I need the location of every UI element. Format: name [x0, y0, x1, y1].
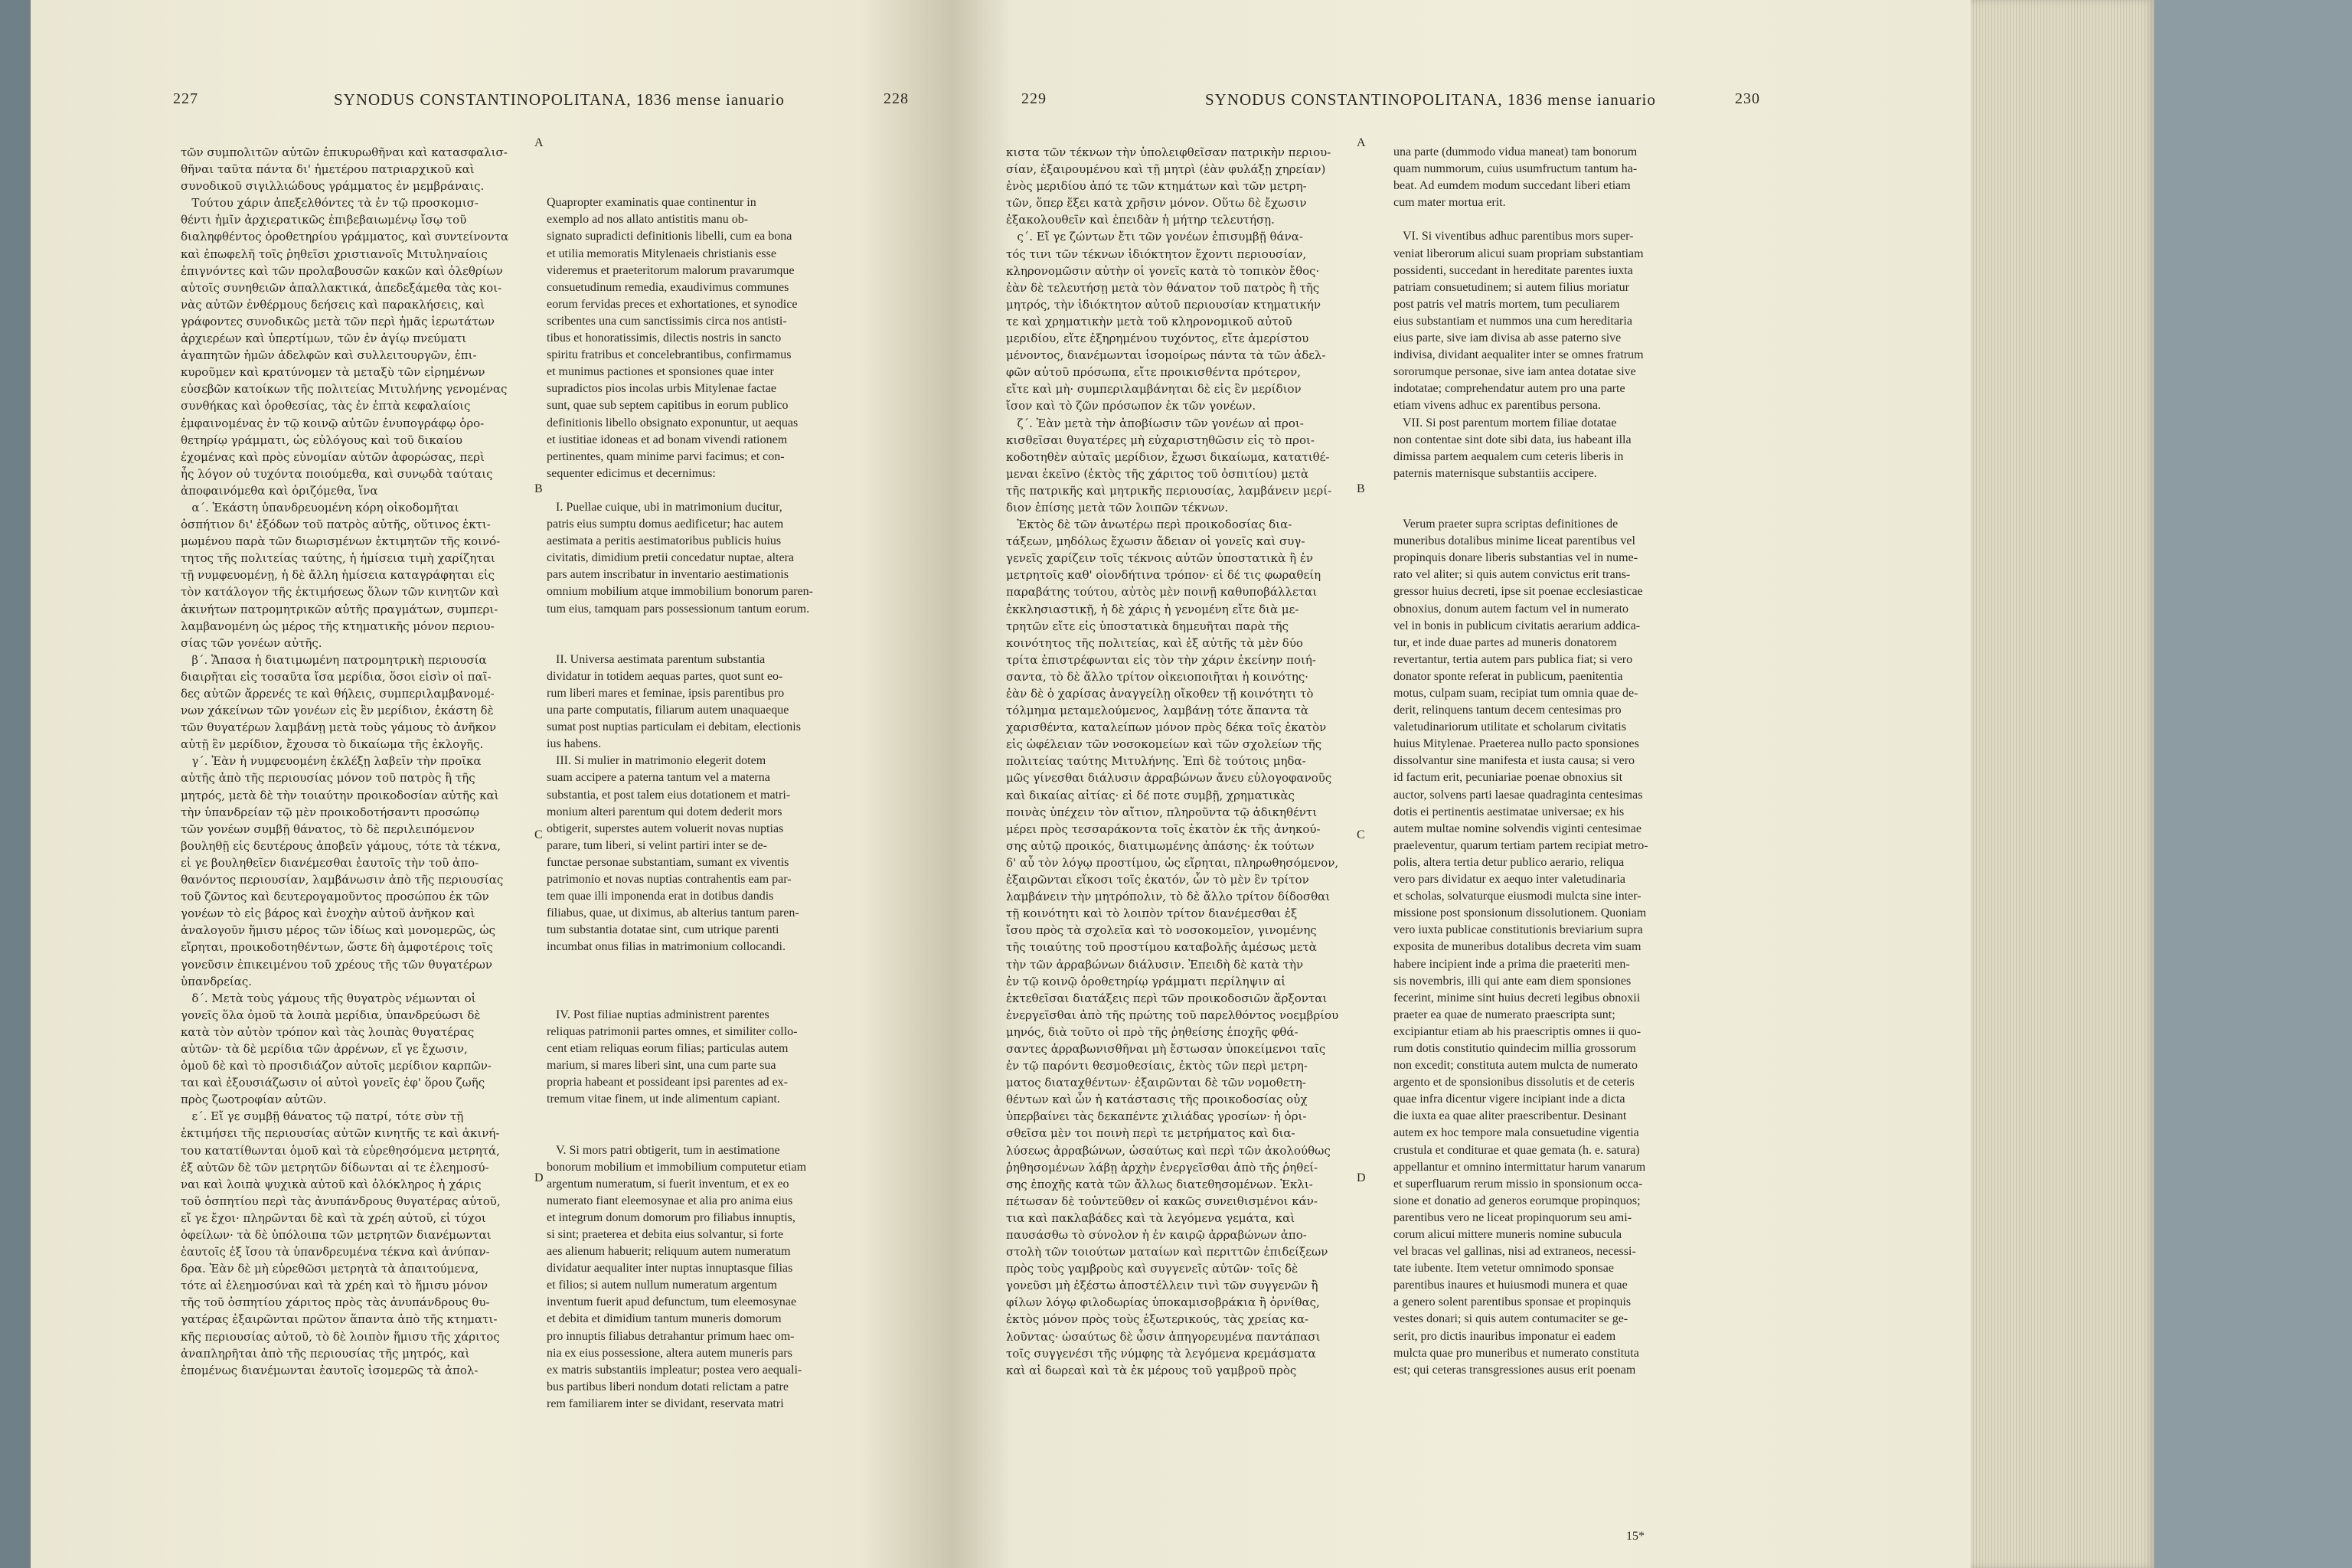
page-number-228: 228	[884, 90, 909, 107]
left-page-header	[31, 90, 952, 121]
latin-column: Quapropter examinatis quae continentur in exemplo ad nos allato antistitis manu ob- signato supradicti definitionis libelli, cum ea bona et utilia memoratis Mitylenaeis christianis esse videremus et praeteritorum malorum pravarumque consuetudinum remedia, exaudivimus communes eorum fervidas preces et exhortationes, et synodice scribentes una cum sanctissimis circa nos antisti- tibus et honoratissimis, dilectis nostris in sancto spiritu fratribus et concelebrantibus, confirmamus et munimus pactiones et sponsiones quae inter supradictos pios incolas urbis Mitylenae factae sunt, quae sub septem capitibus in eorum publico definitionis libello obsignato exponuntur, ut aequas et iustitiae idoneas et ad bonam vivendi rationem pertinentes, quam minime parvi facimus; et con- sequenter edicimus et decernimus: I. Puellae cuique, ubi in matrimonium ducitur, patris eius sumptu domus aedificetur; hac autem aestimata a peritis aestimatoribus publicis huius civitatis, dimidium pretii concedatur nuptae, altera pars autem inscribatur in inventario aestimationis omnium mobilium atque immobilium bonorum paren- tum eius, tamquam pars possessionum tantum eorum. II. Universa aestimata parentum substantia dividatur in totidem aequas partes, quot sunt eo- rum liberi mares et feminae, ipsis parentibus pro una parte computatis, filiarum autem unaquaeque sumat post nuptias particulam ei debitam, electionis ius habens. III. Si mulier in matrimonio elegerit dotem suam accipere a paterna tantum vel a materna substantia, et post talem eius dotationem et matri- monium alteri parentum qui dotem dederit mors obtigerit, superstes autem voluerit novas nuptias parare, tum liberi, si velint partiri inter se de- functae personae substantiam, sumant ex viventis patrimonio et novas nuptias contrahentis eam par- tem quae illi imponenda erat in dotibus dandis filiabus, quae, ut diximus, ab alterius tantum paren- tum substantia dotatae sint, cum utrique parenti incumbat onus filias in matrimonium collocandi. IV. Post filiae nuptias administrent parentes reliquas patrimonii partes omnes, et similiter collo- cent etiam reliquas eorum filias; particulas autem marium, si mares liberi sint, una cum parte sua propria habeant et possideant ipsi parentes ad ex- tremum vitae finem, ut inde alimentum capiant. V. Si mors patri obtigerit, tum in aestimatione bonorum mobilium et immobilium computetur etiam argentum numeratum, si fuerit inventum, et ex eo numerato fiant eleemosynae et alia pro anima eius et integrum donum domorum pro filiabus innuptis, si sint; praeterea et debita eius solvantur, si forte aes alienum habuerit; reliquum autem numeratum dividatur aequaliter inter nuptas innuptasque filias et filios; si autem nullum numeratum argentum inventum fuerit apud defunctum, tum eleemosynae et debita et dimidium tantum muneris domorum pro innuptis filiabus detrahantur primum haec om- nia ex eius possessione, altera autem muneris pars ex matris substantiis impleatur; postea vero aequali- bus partibus liberi nondum dotati relictam a patre rem familiarem inter se dividant, reservata matri	[547, 196, 813, 1410]
greek-column: κιστα τῶν τέκνων τὴν ὑπολειφθεῖσαν πατρικὴν περιου- σίαν, ἐξαιρουμένου καὶ τῇ μητρὶ (ἐὰν φυλάξῃ χηρείαν) ἑνὸς μεριδίου ἀπό τε τῶν κτημάτων καὶ τῶν μετρη- τῶν, ὅπερ ἕξει κατὰ χρῆσιν μόνον. Οὕτω δὲ ἔχωσιν ἐξακολουθεῖν καὶ ἐπειδὰν ἡ μήτηρ τελευτήσῃ. ς΄. Εἴ γε ζώντων ἔτι τῶν γονέων ἐπισυμβῇ θάνα- τός τινι τῶν τέκνων ἰδιόκτητον ἔχοντι περιουσίαν, κληρονομῶσιν αὐτὴν οἱ γονεῖς κατὰ τὸ τοπικὸν ἔθος· ἐὰν δὲ τελευτήσῃ μετὰ τὸν θάνατον τοῦ πατρὸς ἢ τῆς μητρός, τὴν ἰδιόκτητον αὐτοῦ περιουσίαν κτηματικήν τε καὶ χρηματικὴν μετὰ τοῦ κληρονομικοῦ αὐτοῦ μεριδίου, εἴτε ἐξηρημένου τυχόντος, εἴτε ἀμερίστου μένοντος, διανέμωνται ἰσομοίρως πάντα τὰ τῶν ἀδελ- φῶν αὐτοῦ πρόσωπα, εἴτε προικισθέντα πρότερον, εἴτε καὶ μὴ· συμπεριλαμβάνηται δὲ εἰς ἓν μερίδιον ἴσον καὶ τὸ ζῶν πρόσωπον ἐκ τῶν γονέων. ζ΄. Ἐὰν μετὰ τὴν ἀποβίωσιν τῶν γονέων αἱ προι- κισθεῖσαι θυγατέρες μὴ εὐχαριστηθῶσιν εἰς τὸ προι- κοδοτηθὲν αὐταῖς μερίδιον, ἔχωσι δικαίωμα, κατατιθέ- μεναι ἐκεῖνο (ἐκτὸς τῆς χάριτος τοῦ ὀσπιτίου) μετὰ τῆς πατρικῆς καὶ μητρικῆς περιουσίας, λαμβάνειν μερί- διον ἐπίσης μετὰ τῶν λοιπῶν τέκνων. Ἐκτὸς δὲ τῶν ἀνωτέρω περὶ προικοδοσίας δια- τάξεων, μηδόλως ἔχωσιν ἄδειαν οἱ γονεῖς καὶ συγ- γενεῖς χαρίζειν τοῖς τέκνοις αὐτῶν ὑποστατικὰ ἢ ἐν μετρητοῖς καθ' οἱονδήτινα τρόπον· εἰ δέ τις φωραθείη παραβάτης τούτου, αὐτὸς μὲν ποινῇ καθυποβάλλεται ἐκκλησιαστικῇ, ἡ δὲ χάρις ἡ γενομένη εἴτε διὰ με- τρητῶν εἴτε εἰς ὑποστατικὰ δημευῆται παρὰ τῆς κοινότητος τῆς πολιτείας, καὶ ἐξ αὐτῆς τὰ μὲν δύο τρίτα ἐπιστρέφωνται εἰς τὸν τὴν χάριν ἐκείνην ποιή- σαντα, τὸ δὲ ἄλλο τρίτον οἰκειοποιῆται ἡ κοινότης· ἐὰν δὲ ὁ χαρίσας ἀναγγείλῃ οἴκοθεν τῇ κοινότητι τὸ τόλμημα μεταμελούμενος, λαμβάνῃ τότε ἅπαντα τὰ χαρισθέντα, καταλείπων μόνον πρὸς δέκα τοῖς ἑκατὸν εἰς ὠφέλειαν τῶν νοσοκομείων καὶ τῶν σχολείων τῆς πολιτείας ταύτης Μιτυλήνης. Ἐπὶ δὲ τούτοις μηδα- μῶς γίνεσθαι διάλυσιν ἀρραβώνων ἄνευ εὐλογοφανοῦς καὶ δικαίας αἰτίας· εἰ δέ ποτε συμβῇ, χρηματικὰς ποινὰς ὑπέχειν τὸν αἴτιον, πληροῦντα τῷ ἀδικηθέντι μέρει πρὸς τεσσαράκοντα τοῖς ἑκατὸν ἐκ τῆς ἀνηκού- σης αὐτῷ προικός, διατιμωμένης ἁπάσης· ἐκ τούτων δ' αὖ τὸν λόγῳ προστίμου, ὡς εἴρηται, πληρωθησόμενον, ἐξαιρῶνται εἴκοσι τοῖς ἑκατόν, ὧν τὸ μὲν ἓν τρίτον λαμβάνειν τὴν μητρόπολιν, τὸ δὲ ἄλλο τρίτον δίδοσθαι τῇ κοινότητι καὶ τὸ λοιπὸν τρίτον διανέμεσθαι ἐξ ἴσου πρὸς τὰ σχολεῖα καὶ τὸ νοσοκομεῖον, γινομένης τῆς τοιαύτης τοῦ προστίμου καταβολῆς ἀμέσως μετὰ τὴν τῶν ἀρραβώνων διάλυσιν. Ἐπειδὴ δὲ κατὰ τὴν ἐν τῷ κοινῷ ὁροθετηρίῳ γράμματι περίληψιν αἱ ἐκτεθεῖσαι διατάξεις περὶ τῶν προικοδοσιῶν ἄρξονται ἐνεργεῖσθαι ἀπὸ τῆς πρώτης τοῦ παρελθόντος νοεμβρίου μηνός, διὰ τοῦτο οἱ πρὸ τῆς ῥηθείσης ἐποχῆς φθά- σαντες ἀρραβωνισθῆναι μὴ ἔστωσαν ὑποκείμενοι ταῖς ἐν τῷ παρόντι θεσμοθεσίαις, ἐκτὸς τῶν περὶ μετρη- ματος διαταχθέντων· ἐξαιρῶνται δὲ τῶν νομοθετη- θέντων καὶ ὧν ἡ κατάστασις τῆς προικοδοσίας οὐχ ὑπερβαίνει τὰς δεκαπέντε χιλιάδας γροσίων· ἡ ὁρι- σθεῖσα μὲν τοι ποινὴ περὶ τε μετρήματος καὶ δια- λύσεως ἀρραβώνων, ὡσαύτως καὶ περὶ τῶν ἀκολούθως ῥηθησομένων λάβῃ ἀρχὴν ἐνεργεῖσθαι ἀπὸ τῆς ῥηθεί- σης ἐποχῆς κατὰ τῶν ἄλλως διατεθησομένων. Ἐκλι- πέτωσαν δὲ τοὐντεῦθεν οἱ κακῶς συνειθισμένοι κάν- τια καὶ πακλαβάδες καὶ τὰ λεγόμενα γεμάτα, καὶ παυσάσθω τὸ σύνολον ἡ ἐν καιρῷ ἀρραβώνων ἀπο- στολὴ τῶν τοιούτων ματαίων καὶ περιττῶν ἐπιδείξεων πρὸς τοὺς γαμβροὺς καὶ συγγενεῖς αὐτῶν· τοῖς δὲ γονεῦσι μὴ ἐξέστω ἀποστέλλειν τινὶ τῶν συγγενῶν ἢ φίλων λόγῳ φιλοδωρίας ὑποκαμισοβράκια ἢ ὀρνίθας, ἐκτὸς μόνον πρὸς τοὺς ἐξωτερικούς, τὰς χρείας κα- λοῦντας· ὡσαύτως δὲ ὦσιν ἀπηγορευμένα παντάπασι τοῖς συγγενέσι τῆς νύμφης τὰ λεγόμενα κρεμάσματα καὶ αἱ δωρεαὶ καὶ τὰ ἐκ μέρους τοῦ γαμβροῦ πρὸς	[1006, 145, 1339, 1377]
section-marker-b: B	[1357, 482, 1365, 495]
left-page	[31, 0, 952, 1568]
section-marker-a: A	[1357, 136, 1366, 149]
section-marker-a: A	[534, 136, 544, 149]
right-page-header	[952, 90, 1971, 121]
section-marker-d: D	[534, 1171, 544, 1184]
page-number-227: 227	[173, 90, 198, 107]
page-edges	[1971, 0, 2154, 1568]
right-page	[952, 0, 1971, 1568]
signature-mark: 15*	[1626, 1530, 1645, 1543]
section-marker-c: C	[1357, 828, 1365, 841]
book-cover-edge	[0, 0, 31, 1568]
greek-column: τῶν συμπολιτῶν αὐτῶν ἐπικυρωθῆναι καὶ κατασφαλισ- θῆναι ταῦτα πάντα δι' ἡμετέρου πατριαρχικοῦ καὶ συνοδικοῦ σιγιλλιώδους γράμματος ἐν μεμβράναις. Τούτου χάριν ἀπεξελθόντες τὰ ἐν τῷ προσκομισ- θέντι ἡμῖν ἀρχιερατικῶς ἐπιβεβαιωμένῳ ἴσῳ τοῦ διαληφθέντος ὁροθετηρίου γράμματος, καὶ συντείνοντα καὶ ἐπωφελῆ τοῖς ῥηθεῖσι χριστιανοῖς Μιτυληναίοις ἐπιγνόντες καὶ τῶν προλαβουσῶν κακῶν καὶ ὀλεθρίων αὐτοῖς συνηθειῶν ἀπαλλακτικά, ἀπεδεξάμεθα τὰς κοι- νὰς αὐτῶν ἐνθέρμους δεήσεις καὶ παρακλήσεις, καὶ γράφοντες συνοδικῶς μετὰ τῶν περὶ ἡμᾶς ἱερωτάτων ἀρχιερέων καὶ ὑπερτίμων, τῶν ἐν ἁγίῳ πνεύματι ἀγαπητῶν ἡμῶν ἀδελφῶν καὶ συλλειτουργῶν, ἐπι- κυροῦμεν καὶ κρατύνομεν τὰ μεταξὺ τῶν εἰρημένων εὐσεβῶν κατοίκων τῆς πολιτείας Μιτυλήνης γενομένας συνθήκας καὶ ὁροθεσίας, τὰς ἐν ἑπτὰ κεφαλαίοις ἐμφαινομένας ἐν τῷ κοινῷ αὐτῶν ἐνυπογράφῳ ὁρο- θετηρίῳ γράμματι, ὡς εὐλόγους καὶ τοῦ δικαίου ἐχομένας καὶ πρὸς εὐνομίαν αὐτῶν ἀφορώσας, περὶ ἧς λόγον οὐ τυχόντα ποιούμεθα, καὶ συνῳδὰ ταύταις ἀποφαινόμεθα καὶ ὁριζόμεθα, ἵνα α΄. Ἑκάστη ὑπανδρευομένη κόρη οἰκοδομῆται ὀσπήτιον δι' ἐξόδων τοῦ πατρὸς αὐτῆς, οὕτινος ἐκτι- μωμένου παρὰ τῶν διωρισμένων ἐκτιμητῶν τῆς κοινό- τητος τῆς πολιτείας ταύτης, ἡ ἡμίσεια τιμὴ χαρίζηται τῇ νυμφευομένῃ, ἡ δὲ ἄλλη ἡμίσεια καταγράφηται εἰς τὸν κατάλογον τῆς ἐκτιμήσεως ὅλων τῶν κινητῶν καὶ ἀκινήτων πατρομητρικῶν αὐτῆς πραγμάτων, συμπερι- λαμβανομένη ὡς μέρος τῆς κτηματικῆς μόνον περιου- σίας τῶν γονέων αὐτῆς. β΄. Ἅπασα ἡ διατιμωμένη πατρομητρικὴ περιουσία διαιρῆται εἰς τοσαῦτα ἴσα μερίδια, ὅσοι εἰσὶν οἱ παῖ- δες αὐτῶν ἄρρενές τε καὶ θήλεις, συμπεριλαμβανομέ- νων χάκείνων τῶν γονέων εἰς ἓν μερίδιον, ἑκάστη δὲ τῶν θυγατέρων λαμβάνῃ μετὰ τοὺς γάμους τὸ ἀνῆκον αὐτῇ ἓν μερίδιον, ἔχουσα τὸ δικαίωμα τῆς ἐκλογῆς. γ΄. Ἐὰν ἡ νυμφευομένη ἐκλέξῃ λαβεῖν τὴν προῖκα αὐτῆς ἀπὸ τῆς περιουσίας μόνον τοῦ πατρὸς ἢ τῆς μητρός, μετὰ δὲ τὴν τοιαύτην προικοδοσίαν αὐτῆς καὶ τὴν ὑπανδρείαν τῷ μὲν προικοδοτήσαντι προσώπῳ τῶν γονέων συμβῇ θάνατος, τὸ δὲ περιλειπόμενον βουληθῇ εἰς δευτέρους ἀποβεῖν γάμους, τότε τὰ τέκνα, εἰ γε βουληθεῖεν διανέμεσθαι ἑαυτοῖς τὴν τοῦ ἀπο- θανόντος περιουσίαν, λαμβάνωσιν ἀπὸ τῆς περιουσίας τοῦ ζῶντος καὶ δευτερογαμοῦντος προσώπου ἐκ τῶν γονέων τὸ εἰς βάρος καὶ ἐνοχὴν αὐτοῦ ἀνῆκον καὶ ἀναλογοῦν ἥμισυ μέρος τῶν ἰδίως καὶ μονομερῶς, ὡς εἴρηται, προικοδοτηθέντων, ὥστε δὴ ἀμφοτέροις τοῖς γονεῦσιν ἐπικειμένου τοῦ χρέους τῆς τῶν θυγατέρων ὑπανδρείας. δ΄. Μετὰ τοὺς γάμους τῆς θυγατρὸς νέμωνται οἱ γονεῖς ὅλα ὁμοῦ τὰ λοιπὰ μερίδια, ὑπανδρεύωσι δὲ κατὰ τὸν αὐτὸν τρόπον καὶ τὰς λοιπὰς θυγατέρας αὐτῶν· τὰ δὲ μερίδια τῶν ἀρρένων, εἴ γε ἔχωσιν, ὁμοῦ δὲ καὶ τὸ προσιδιάζον αὐτοῖς μερίδιον καρπῶν- ται καὶ ἐξουσιάζωσιν οἱ αὐτοὶ γονεῖς ἐφ' ὅρου ζωῆς πρὸς ζωοτροφίαν αὐτῶν. ε΄. Εἴ γε συμβῇ θάνατος τῷ πατρί, τότε σὺν τῇ ἐκτιμήσει τῆς περιουσίας αὐτῶν κινητῆς τε καὶ ἀκινή- του κατατίθωνται ὁμοῦ καὶ τὰ εὑρεθησόμενα μετρητά, ἐξ αὐτῶν δὲ τῶν μετρητῶν δίδωνται αἱ τε ἐλεημοσύ- ναι καὶ λοιπὰ ψυχικὰ αὐτοῦ καὶ ὁλόκληρος ἡ χάρις τοῦ ὀσπητίου περὶ τὰς ἀνυπάνδρους θυγατέρας αὐτοῦ, εἴ γε ἔχοι· πληρῶνται δὲ καὶ τὰ χρέη αὐτοῦ, εἰ τύχοι ὀφείλων· τὰ δὲ ὑπόλοιπα τῶν μετρητῶν διανέμωνται ἑαυτοῖς ἐξ ἴσου τὰ ὑπανδρευμένα τέκνα καὶ ἀνύπαν- δρα. Ἐὰν δὲ μὴ εὑρεθῶσι μετρητὰ τὰ ἀπαιτούμενα, τότε αἱ ἐλεημοσύναι καὶ τὰ χρέη καὶ τὸ ἥμισυ μόνον τῆς τοῦ ὀσπητίου χάριτος πρὸς τὰς ἀνυπάνδρους θυ- γατέρας ἐξαιρῶνται πρῶτον ἅπαντα ἀπὸ τῆς κτηματι- κῆς περιουσίας αὐτοῦ, τὸ δὲ λοιπὸν ἥμισυ τῆς χάριτος ἀναπληρῆται ἀπὸ τῆς περιουσίας τῆς μητρός, καὶ ἐπομένως διανέμωνται ἑαυτοῖς ἰσομερῶς τὰ ἀπολ-	[181, 145, 509, 1377]
running-title: SYNODUS CONSTANTINOPOLITANA, 1836 mense ianuario	[1205, 90, 1656, 109]
section-marker-c: C	[534, 828, 543, 841]
running-title: SYNODUS CONSTANTINOPOLITANA, 1836 mense ianuario	[334, 90, 785, 109]
section-marker-d: D	[1357, 1171, 1366, 1184]
background-board	[2154, 0, 2352, 1568]
page-number-230: 230	[1735, 90, 1760, 107]
latin-column: una parte (dummodo vidua maneat) tam bonorum quam nummorum, cuius usumfructum tantum ha- beat. Ad eumdem modum succedant liberi etiam cum mater mortua erit. VI. Si viventibus adhuc parentibus mors super- veniat liberorum alicui suam propriam substantiam possidenti, succedant in hereditate parentes iuxta patriam consuetudinem; si autem filius moriatur post patris vel matris mortem, tum peculiarem eius substantiam et nummos una cum hereditaria eius parte, sive iam divisa ab asse paterno sive indivisa, dividant aequaliter inter se omnes fratrum sororumque personae, sive iam antea dotatae sive indotatae; comprehendatur autem pro una parte etiam vivens adhuc ex parentibus persona. VII. Si post parentum mortem filiae dotatae non contentae sint dote sibi data, ius habeant illa dimissa partem aequalem cum ceteris liberis in paternis maternisque substantiis accipere. Verum praeter supra scriptas definitiones de muneribus dotalibus minime liceat parentibus vel propinquis donare liberis substantias vel in nume- rato vel aliter; si quis autem convictus erit trans- gressor huius decreti, ipse sit poenae ecclesiasticae obnoxius, donum autem factum vel in numerato vel in bonis in publicum civitatis aerarium addica- tur, et inde duae partes ad muneris donatorem revertantur, tertia autem pars publica fiat; si vero donator sponte referat in publicum, paenitentia motus, culpam suam, recipiat tum omnia quae de- derit, relinquens tantum decem centesimas pro valetudinariorum utilitate et scholarum civitatis huius Mitylenae. Praeterea nullo pacto sponsiones dissolvantur sine manifesta et iusta causa; si vero id factum erit, pecuniariae poenae obnoxius sit auctor, solvens parti laesae quadraginta centesimas dotis ei pertinentis aestimatae universae; ex his autem multae nomine solvendis viginti centesimae praeleventur, quarum tertiam partem recipiat metro- polis, altera tertia detur publico aerario, reliqua vero pars dividatur ex aequo inter valetudinaria et scholas, solvaturque eiusmodi mulcta sine inter- missione post sponsionum dissolutionem. Quoniam vero iuxta publicae constitutionis breviarium supra exposita de muneribus dotalibus decreta vim suam habere incipient inde a prima die praeteriti men- sis novembris, illi qui ante eam diem sponsiones fecerint, minime sint huius decreti legibus obnoxii praeter ea quae de numerato praescripta sunt; excipiantur etiam ab his praescriptis omnes ii quo- rum dotis constitutio quindecim millia grossorum non excedit; constituta autem mulcta de numerato argento et de sponsionibus dissolutis et de ceteris quae infra dicentur vigere incipiant inde a dicta die iuxta ea quae aliter praescribentur. Desinant autem ex hoc tempore mala consuetudine vigentia crustula et conditurae et quae gemata (h. e. satura) appellantur et omnino intermittatur harum vanarum et superfluarum rerum missio in sponsionum occa- sione et donatio ad generos eorumque propinquos; parentibus vero ne liceat propinquorum seu ami- corum alicui mittere muneris nomine subucula vel bracas vel gallinas, nisi ad extraneos, necessi- tate iubente. Item vetetur omnimodo sponsae parentibus inaures et huiusmodi munera et quae a genero solent parentibus sponsae et propinquis vestes donari; si quis autem contumaciter se ge- serit, pro dictis inauribus imponatur ei eadem mulcta quae pro muneribus et numerato constituta est; qui ceteras transgressiones ausus erit poenam	[1393, 145, 1648, 1377]
section-marker-b: B	[534, 482, 543, 495]
page-number-229: 229	[1021, 90, 1047, 107]
